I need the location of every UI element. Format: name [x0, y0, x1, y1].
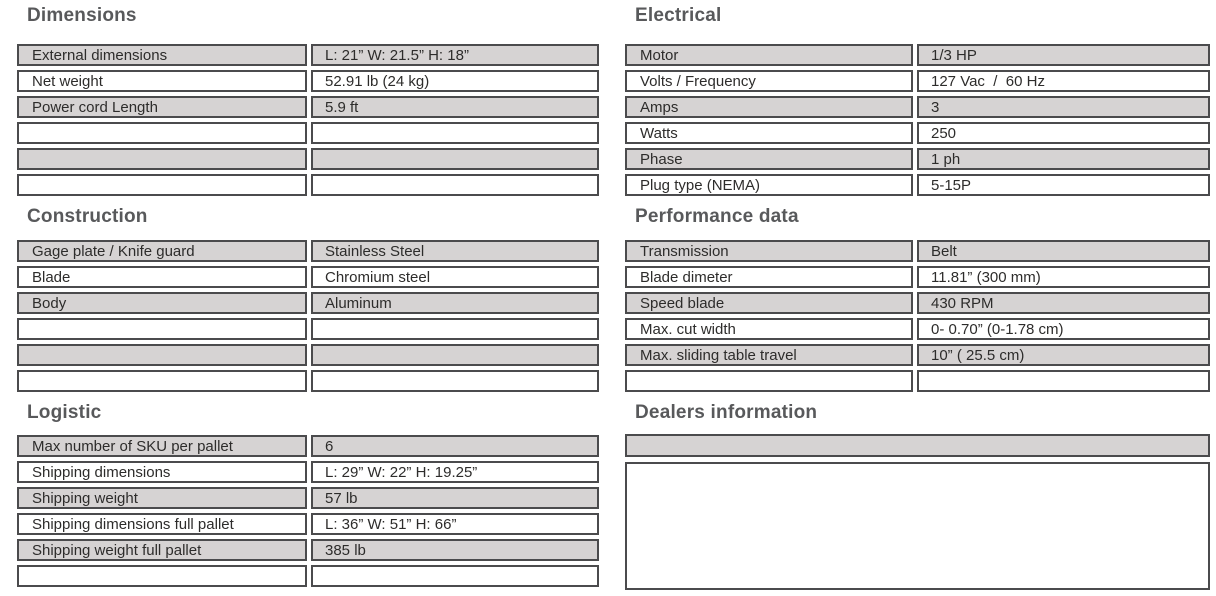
- spec-label: Max. cut width: [625, 318, 913, 340]
- spec-label: [17, 344, 307, 366]
- spec-value: Belt: [917, 240, 1210, 262]
- spec-label: Shipping dimensions full pallet: [17, 513, 307, 535]
- spec-value: L: 21” W: 21.5” H: 18”: [311, 44, 599, 66]
- section-title-performance: Performance data: [635, 206, 799, 227]
- spec-value: [311, 565, 599, 587]
- spec-value: 57 lb: [311, 487, 599, 509]
- table-row: [17, 148, 599, 170]
- table-row: [625, 96, 1210, 118]
- spec-label: Plug type (NEMA): [625, 174, 913, 196]
- table-row: [625, 318, 1210, 340]
- spec-label: External dimensions: [17, 44, 307, 66]
- section-title-electrical: Electrical: [635, 5, 722, 26]
- spec-label: Power cord Length: [17, 96, 307, 118]
- spec-value: 430 RPM: [917, 292, 1210, 314]
- spec-label: Motor: [625, 44, 913, 66]
- spec-value: Aluminum: [311, 292, 599, 314]
- table-row: [17, 122, 599, 144]
- spec-label: Blade: [17, 266, 307, 288]
- spec-value: 127 Vac / 60 Hz: [917, 70, 1210, 92]
- spec-label: Transmission: [625, 240, 913, 262]
- table-row: [17, 70, 599, 92]
- spec-label: Net weight: [17, 70, 307, 92]
- section-title-dimensions: Dimensions: [27, 5, 137, 26]
- table-row: [17, 44, 599, 66]
- spec-value: 5.9 ft: [311, 96, 599, 118]
- spec-label: Blade dimeter: [625, 266, 913, 288]
- spec-value: L: 36” W: 51” H: 66”: [311, 513, 599, 535]
- spec-value: 385 lb: [311, 539, 599, 561]
- spec-value: 10” ( 25.5 cm): [917, 344, 1210, 366]
- logistic-table: [17, 435, 599, 591]
- spec-value: [311, 344, 599, 366]
- table-row: [625, 292, 1210, 314]
- dealers-block: [625, 434, 1210, 590]
- construction-table: [17, 240, 599, 396]
- performance-table: [625, 240, 1210, 396]
- table-row: [625, 148, 1210, 170]
- electrical-table: [625, 44, 1210, 200]
- spec-value: [311, 174, 599, 196]
- table-row: [17, 513, 599, 535]
- table-row: [17, 539, 599, 561]
- table-row: [17, 370, 599, 392]
- spec-value: 1/3 HP: [917, 44, 1210, 66]
- table-row: [17, 487, 599, 509]
- spec-value: L: 29” W: 22” H: 19.25”: [311, 461, 599, 483]
- table-row: [17, 318, 599, 340]
- table-row: [625, 370, 1210, 392]
- spec-label: Body: [17, 292, 307, 314]
- spec-value: 250: [917, 122, 1210, 144]
- spec-value: 52.91 lb (24 kg): [311, 70, 599, 92]
- spec-label: Shipping dimensions: [17, 461, 307, 483]
- dimensions-table: [17, 44, 599, 200]
- table-row: [17, 565, 599, 587]
- dealers-notes-box: [625, 462, 1210, 590]
- spec-value: [917, 370, 1210, 392]
- table-row: [17, 435, 599, 457]
- section-title-construction: Construction: [27, 206, 148, 227]
- spec-label: Shipping weight full pallet: [17, 539, 307, 561]
- spec-value: [311, 370, 599, 392]
- spec-value: 0- 0.70” (0-1.78 cm): [917, 318, 1210, 340]
- spec-value: 1 ph: [917, 148, 1210, 170]
- spec-label: Phase: [625, 148, 913, 170]
- table-row: [17, 292, 599, 314]
- spec-label: [17, 122, 307, 144]
- section-title-logistic: Logistic: [27, 402, 102, 423]
- spec-value: 5-15P: [917, 174, 1210, 196]
- table-row: [625, 122, 1210, 144]
- spec-value: Chromium steel: [311, 266, 599, 288]
- table-row: [17, 461, 599, 483]
- table-row: [17, 266, 599, 288]
- spec-label: [17, 174, 307, 196]
- spec-label: [625, 370, 913, 392]
- spec-value: [311, 148, 599, 170]
- table-row: [17, 96, 599, 118]
- spec-label: Speed blade: [625, 292, 913, 314]
- table-row: [625, 174, 1210, 196]
- spec-value: Stainless Steel: [311, 240, 599, 262]
- spec-value: [311, 318, 599, 340]
- section-title-dealers: Dealers information: [635, 402, 818, 423]
- spec-label: [17, 318, 307, 340]
- spec-label: Shipping weight: [17, 487, 307, 509]
- spec-value: 6: [311, 435, 599, 457]
- dealers-header-bar: [625, 434, 1210, 457]
- spec-label: Watts: [625, 122, 913, 144]
- table-row: [625, 266, 1210, 288]
- table-row: [625, 44, 1210, 66]
- table-row: [17, 174, 599, 196]
- table-row: [625, 70, 1210, 92]
- spec-label: Volts / Frequency: [625, 70, 913, 92]
- spec-label: [17, 148, 307, 170]
- table-row: [625, 344, 1210, 366]
- spec-label: [17, 370, 307, 392]
- spec-label: Amps: [625, 96, 913, 118]
- spec-label: Max number of SKU per pallet: [17, 435, 307, 457]
- spec-label: Gage plate / Knife guard: [17, 240, 307, 262]
- table-row: [625, 240, 1210, 262]
- spec-label: Max. sliding table travel: [625, 344, 913, 366]
- spec-label: [17, 565, 307, 587]
- spec-value: 3: [917, 96, 1210, 118]
- table-row: [17, 240, 599, 262]
- table-row: [17, 344, 599, 366]
- spec-value: 11.81” (300 mm): [917, 266, 1210, 288]
- spec-value: [311, 122, 599, 144]
